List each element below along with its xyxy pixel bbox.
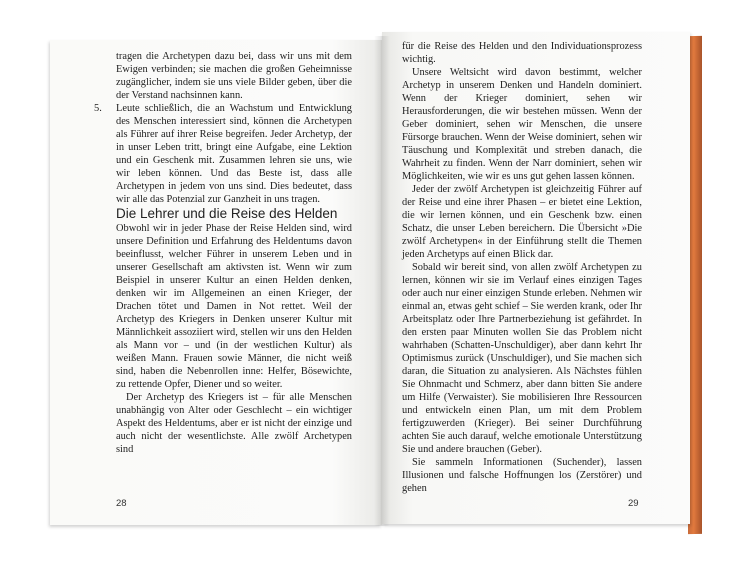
- left-paragraph-2: Der Archetyp des Kriegers ist – für alle Menschen unabhängig von Alter oder Geschlecht – ein wichtiger Aspekt des Heldentums, aber er ist nicht der einzige und auch nicht der wesentlichste. Alle zwölf Archetypen sind: [116, 392, 352, 455]
- left-paragraph-1: Obwohl wir in jeder Phase der Reise Helden sind, wird unsere Definition und Erfahrung des Heldentums davon beeinflusst, welcher Führer in unserem Leben und in unserer Gesellschaft am aktivsten ist. Wenn wir zum Beispiel in unserer Kultur an einen Helden denken, denken wir im Allgemeinen an einen Krieger, der Drachen tötet und Damen in Not rettet. Weil der Archetyp des Kriegers in Denken unserer Kultur mit Männlichkeit assoziiert wird, stellen wir uns den Helden als Mann vor – und (in der westlichen Kultur) als weißen Mann. Frauen sowie Männer, die nicht weiß sind, haben die Nebenrollen inne: Helfer, Bösewichte, zu rettende Opfer, Diener und so weiter.: [116, 223, 352, 390]
- right-page: [382, 32, 690, 524]
- page-number-left: 28: [116, 498, 127, 509]
- section-heading: Die Lehrer und die Reise des Helden: [116, 206, 338, 221]
- right-paragraph-4: Sie sammeln Informationen (Suchender), lassen Illusionen und falsche Hoffnungen los (Zerstörer) und gehen: [402, 457, 642, 494]
- left-page-text: [94, 50, 352, 456]
- book-cover-edge: [688, 36, 702, 534]
- right-paragraph-2: Jeder der zwölf Archetypen ist gleichzeitig Führer auf der Reise und eine ihrer Phasen – er bietet eine Lektion, die wir lernen können, und ein Geschenk bzw. einen Schatz, die unser Leben bereichern. Die Übersicht »Die zwölf Archetypen« in der Einführung stellt die Themen jeden Archetyps auf einen Blick dar.: [402, 184, 642, 260]
- list-item-5: [94, 102, 352, 206]
- left-continuation: tragen die Archetypen dazu bei, dass wir uns mit dem Ewigen verbinden; sie machen die großen Geheimnisse zugänglicher, indem sie uns viele Bilder geben, über die der Verstand nachsinnen kann.: [116, 51, 352, 101]
- book-gutter: [374, 36, 390, 526]
- page-number-right: 29: [628, 498, 639, 509]
- left-page: [50, 40, 382, 525]
- right-page-text: [402, 40, 642, 495]
- right-paragraph-3: Sobald wir bereit sind, von allen zwölf Archetypen zu lernen, können wir sie im Verlauf eines einzigen Tages oder auch nur einer einzigen Stunde erleben. Nehmen wir einmal an, etwas geht schief – Sie werden krank, oder Ihr Arbeitsplatz oder Ihre Partnerbeziehung ist gefährdet. In den ersten paar Minuten wollen Sie das Problem nicht wahrhaben (Schatten-Unschuldiger), aber dann kehrt Ihr Optimismus zurück (Unschuldiger), und Sie machen sich daran, die Situation zu analysieren. Als Nächstes fühlen Sie Ohnmacht und Schmerz, aber dann bitten Sie andere um Hilfe (Verwaister). Sie mobilisieren Ihre Ressourcen und entwickeln einen Plan, um mit dem Problem fertigzuwerden (Krieger). Bei seiner Durchführung achten Sie auch darauf, welche emotionale Unterstützung Sie und andere brauchen (Geber).: [402, 262, 642, 455]
- list-number: 5.: [94, 103, 102, 114]
- right-continuation: für die Reise des Helden und den Individuationsprozess wichtig.: [402, 41, 642, 65]
- right-paragraph-1: Unsere Weltsicht wird davon bestimmt, welcher Archetyp in unserem Denken und Handeln dominiert. Wenn der Krieger dominiert, sehen wir Herausforderungen, die wir bestehen müssen. Wenn der Geber dominiert, sehen wir Menschen, die unsere Fürsorge brauchen. Wenn der Weise dominiert, sehen wir Täuschung und Komplexität und streben danach, die Wahrheit zu finden. Wenn der Narr dominiert, sehen wir Möglichkeiten, wie wir es uns gut gehen lassen können.: [402, 67, 642, 182]
- list-text: Leute schließlich, die an Wachstum und Entwicklung des Menschen interessiert sind, können die Archetypen als Führer auf ihrer Reise begreifen. Jeder Archetyp, der in unser Leben tritt, bringt eine Aufgabe, eine Lektion und ein Geschenk mit. Zusammen lehren sie uns, wie wir leben können. Und das Beste ist, dass alle Archetypen in jedem von uns sind. Dies bedeutet, dass wir alle das Potenzial zur Ganzheit in uns tragen.: [116, 103, 352, 205]
